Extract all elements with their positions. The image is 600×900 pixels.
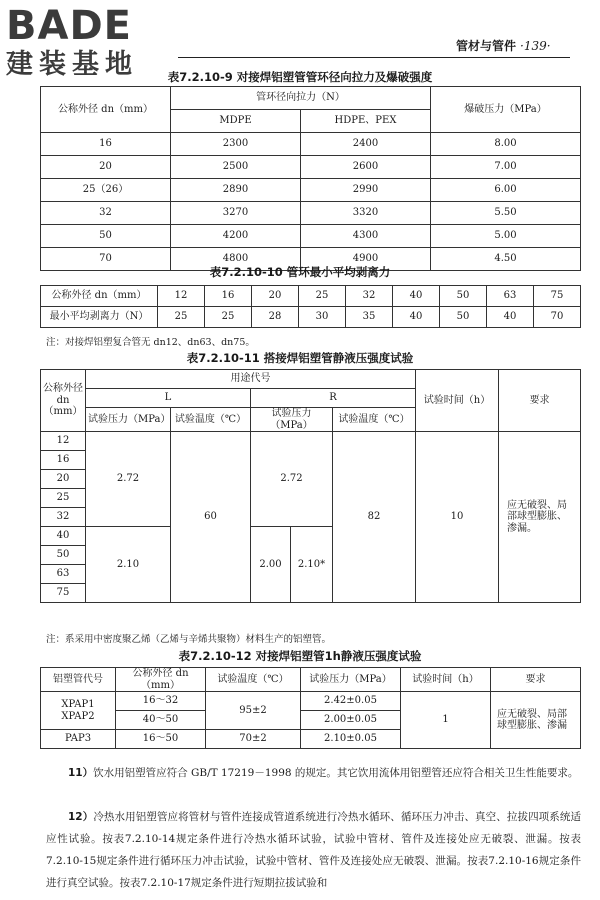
t3-header-L-press: 试验压力（MPa） — [86, 408, 171, 432]
t2-force: 30 — [299, 307, 346, 328]
t1-burst: 6.00 — [431, 179, 581, 202]
table-row — [41, 179, 581, 202]
t3-R-press-b2: 2.10* — [291, 527, 333, 603]
t1-burst: 5.00 — [431, 225, 581, 248]
section-title: 管材与管件 — [456, 39, 517, 53]
table-row — [41, 225, 581, 248]
t1-dn: 32 — [41, 202, 171, 225]
t3-R-press-b1: 2.00 — [251, 527, 291, 603]
t2-dn: 16 — [205, 286, 252, 307]
paragraph-11-text: 饮水用铝塑管应符合 GB/T 17219－1998 的规定。其它饮用流体用铝塑管还应符合相关卫生性能要求。 — [93, 767, 579, 779]
t4-temp: 95±2 — [206, 692, 301, 730]
t4-press: 2.00±0.05 — [301, 711, 401, 730]
t1-mdpe: 2500 — [171, 156, 301, 179]
t4-header-req: 要求 — [491, 668, 581, 692]
t1-mdpe: 4800 — [171, 248, 301, 271]
t2-force: 40 — [487, 307, 534, 328]
t4-header-dn: 公称外径 dn（mm） — [116, 668, 206, 692]
table-row — [41, 692, 581, 711]
t1-mdpe: 3270 — [171, 202, 301, 225]
t4-code: XPAP1 — [61, 699, 95, 710]
t2-row-label-dn: 公称外径 dn（mm） — [41, 286, 158, 307]
t1-hdpe: 3320 — [301, 202, 431, 225]
t2-force: 25 — [158, 307, 205, 328]
table-row — [41, 202, 581, 225]
t4-header-temp: 试验温度（℃） — [206, 668, 301, 692]
t3-dn: 12 — [41, 432, 86, 451]
t3-header-dn: 公称外径 dn（mm） — [41, 370, 86, 432]
t2-force: 50 — [440, 307, 487, 328]
header-rule — [178, 57, 570, 58]
t1-hdpe: 4300 — [301, 225, 431, 248]
t3-header-time: 试验时间（h） — [416, 370, 499, 432]
t1-dn: 50 — [41, 225, 171, 248]
t3-header-R: R — [251, 389, 416, 408]
t3-header-L: L — [86, 389, 251, 408]
t4-header-press: 试验压力（MPa） — [301, 668, 401, 692]
t1-header-dn: 公称外径 dn（mm） — [41, 87, 171, 133]
t1-hdpe: 2400 — [301, 133, 431, 156]
t3-L-temp: 60 — [171, 432, 251, 603]
t2-dn: 75 — [534, 286, 581, 307]
t4-press: 2.10±0.05 — [301, 730, 401, 749]
t4-header-time: 试验时间（h） — [401, 668, 491, 692]
t4-header-code: 铝塑管代号 — [41, 668, 116, 692]
table2 — [40, 285, 581, 328]
paragraph-12-number: 12） — [68, 811, 94, 823]
t4-press: 2.42±0.05 — [301, 692, 401, 711]
table4 — [40, 667, 581, 749]
table3 — [40, 369, 581, 603]
t2-force: 25 — [205, 307, 252, 328]
t3-header-R-temp: 试验温度（℃） — [333, 408, 416, 432]
t1-header-burst: 爆破压力（MPa） — [431, 87, 581, 133]
t3-R-press-a: 2.72 — [251, 432, 333, 527]
t2-dn: 50 — [440, 286, 487, 307]
t1-dn: 25（26） — [41, 179, 171, 202]
t1-burst: 8.00 — [431, 133, 581, 156]
t1-dn: 20 — [41, 156, 171, 179]
t2-dn: 40 — [393, 286, 440, 307]
t1-burst: 7.00 — [431, 156, 581, 179]
t1-header-hdpe: HDPE、PEX — [301, 110, 431, 133]
t3-header-L-temp: 试验温度（℃） — [171, 408, 251, 432]
t2-dn: 32 — [346, 286, 393, 307]
paragraph-11-number: 11） — [68, 767, 94, 779]
paragraph-12-text: 冷热水用铝塑管应将管材与管件连接成管道系统进行冷热水循环、循环压力冲击、真空、拉拔四项系统适应性试验。按表7.2.10-14规定条件进行冷热水循环试验，试验中管材、管件及连接处应无破裂、泄漏。按表7.2.10-15规定条件进行循环压力冲击试验，试验中管材、管件及连接处应无破裂、泄漏。按表7.2.10-16规定条件进行真空试验。按表7.2.10-17规定条件进行短期拉拔试验和 — [46, 811, 581, 889]
page-number: ·139· — [520, 39, 551, 53]
t4-code: XPAP2 — [61, 710, 95, 722]
t4-time: 1 — [401, 692, 491, 749]
t1-mdpe: 4200 — [171, 225, 301, 248]
t2-dn: 63 — [487, 286, 534, 307]
table1-caption: 表7.2.10-9 对接焊铝塑管管环径向拉力及爆破强度 — [167, 70, 433, 84]
table2-note: 注：对接焊铝塑复合管无 dn12、dn63、dn75。 — [46, 337, 255, 348]
t4-dn: 16～32 — [116, 692, 206, 711]
t3-dn: 25 — [41, 489, 86, 508]
table-row — [41, 156, 581, 179]
t2-force: 28 — [252, 307, 299, 328]
t4-req: 应无破裂、局部球型膨胀、渗漏 — [491, 692, 581, 749]
t2-force: 40 — [393, 307, 440, 328]
t3-dn: 32 — [41, 508, 86, 527]
t1-mdpe: 2300 — [171, 133, 301, 156]
t2-row-label-force: 最小平均剥离力（N） — [41, 307, 158, 328]
table-row — [41, 133, 581, 156]
t2-dn: 12 — [158, 286, 205, 307]
t1-header-tension: 管环径向拉力（N） — [171, 87, 431, 110]
running-header — [456, 37, 551, 54]
table-row — [41, 286, 581, 307]
t3-dn: 50 — [41, 546, 86, 565]
table-row — [41, 307, 581, 328]
t3-header-R-press: 试验压力（MPa） — [251, 408, 333, 432]
t2-force: 70 — [534, 307, 581, 328]
t3-dn: 20 — [41, 470, 86, 489]
t3-header-use: 用途代号 — [86, 370, 416, 389]
table2-caption: 表7.2.10-10 管环最小平均剥离力 — [209, 265, 391, 279]
t1-header-mdpe: MDPE — [171, 110, 301, 133]
table-row — [41, 432, 581, 451]
paragraph-11 — [46, 762, 581, 784]
t3-dn: 75 — [41, 584, 86, 603]
t3-req: 应无破裂、局部球型膨胀、渗漏。 — [499, 432, 581, 603]
t4-temp: 70±2 — [206, 730, 301, 749]
t3-header-req: 要求 — [499, 370, 581, 432]
logo-word: BADE — [6, 3, 132, 49]
t3-L-press-b: 2.10 — [86, 527, 171, 603]
paragraph-12 — [46, 806, 581, 894]
t3-dn: 63 — [41, 565, 86, 584]
t4-dn: 16～50 — [116, 730, 206, 749]
table4-caption: 表7.2.10-12 对接焊铝塑管1h静液压强度试验 — [178, 649, 422, 663]
t1-hdpe: 2990 — [301, 179, 431, 202]
t3-R-temp: 82 — [333, 432, 416, 603]
table3-note: 注：系采用中密度聚乙烯（乙烯与辛烯共聚物）材料生产的铝塑管。 — [46, 634, 332, 645]
t3-dn: 16 — [41, 451, 86, 470]
t4-dn: 40～50 — [116, 711, 206, 730]
table3-caption: 表7.2.10-11 搭接焊铝塑管静液压强度试验 — [186, 351, 414, 365]
t2-dn: 25 — [299, 286, 346, 307]
t1-dn: 70 — [41, 248, 171, 271]
t2-dn: 20 — [252, 286, 299, 307]
table1 — [40, 86, 581, 271]
t1-mdpe: 2890 — [171, 179, 301, 202]
t1-hdpe: 4900 — [301, 248, 431, 271]
t1-hdpe: 2600 — [301, 156, 431, 179]
t4-codes-1-2 — [41, 692, 116, 730]
t3-dn: 40 — [41, 527, 86, 546]
t1-dn: 16 — [41, 133, 171, 156]
t1-burst: 5.50 — [431, 202, 581, 225]
logo-subtitle: 建装基地 — [6, 49, 138, 80]
t3-L-press-a: 2.72 — [86, 432, 171, 527]
t3-time: 10 — [416, 432, 499, 603]
t2-force: 35 — [346, 307, 393, 328]
t4-code: PAP3 — [41, 730, 116, 749]
t1-burst: 4.50 — [431, 248, 581, 271]
